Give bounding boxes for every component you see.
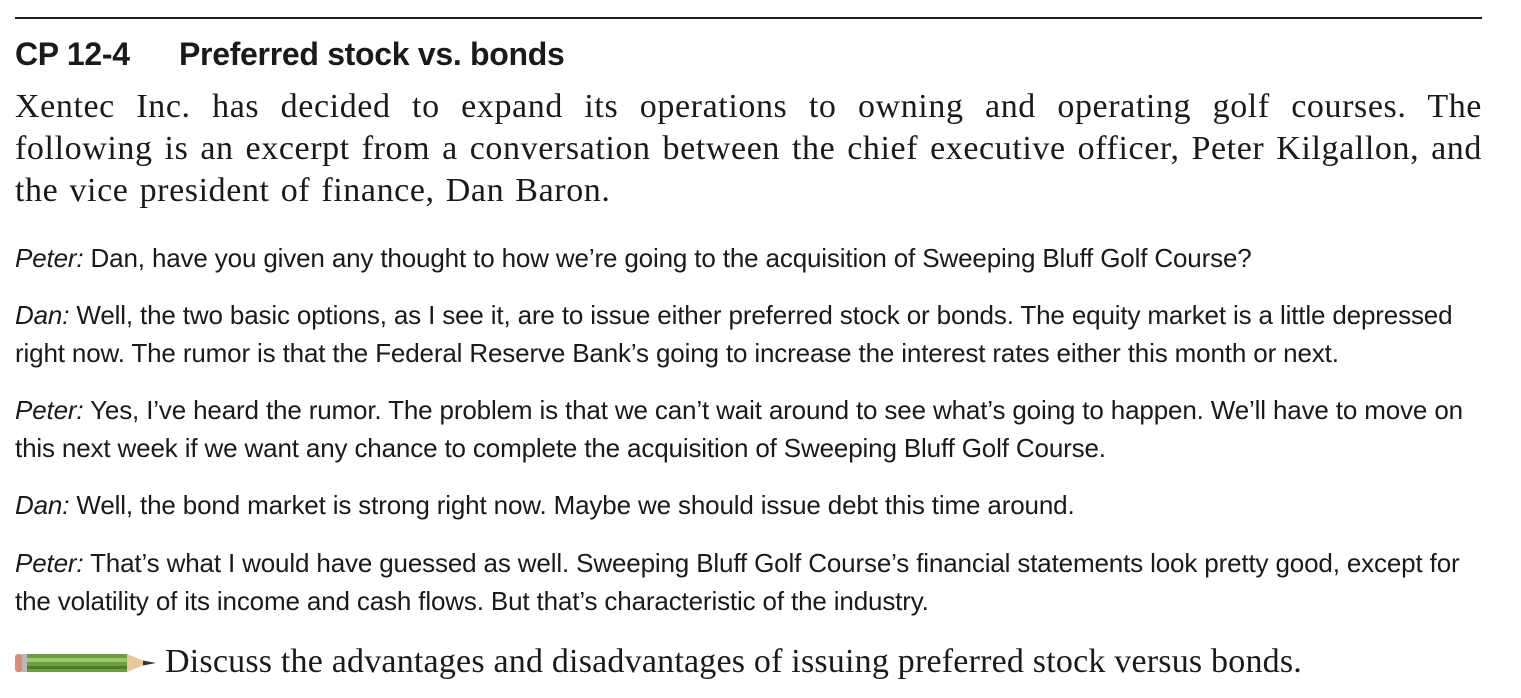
dialogue-line: [15, 486, 1482, 524]
dialogue-line: [15, 544, 1482, 620]
problem-heading: [15, 36, 565, 73]
speaker-name: Dan:: [15, 490, 70, 520]
dialogue-text: Well, the two basic options, as I see it, are to issue either preferred stock or bonds. The equity market is a little depressed right now. The rumor is that the Federal Reserve Bank’s going to increase the interest rates either this month or next.: [15, 300, 1453, 368]
problem-title: Preferred stock vs. bonds: [179, 36, 565, 72]
top-rule: [15, 17, 1482, 19]
task-prompt: [15, 640, 1482, 684]
dialogue-line: [15, 239, 1482, 277]
pencil-icon: [15, 652, 157, 674]
speaker-name: Peter:: [15, 548, 84, 578]
intro-paragraph: Xentec Inc. has decided to expand its operations to owning and operating golf courses. The following is an excerpt from a conversation between the chief executive officer, Peter Kilgallon, and the vice president of finance, Dan Baron.: [15, 88, 1482, 209]
dialogue-text: Dan, have you given any thought to how we’re going to the acquisition of Sweeping Bluff Golf Course?: [90, 243, 1252, 273]
dialogue-text: That’s what I would have guessed as well. Sweeping Bluff Golf Course’s financial statements look pretty good, except for the volatility of its income and cash flows. But that’s characteristic of the industry.: [15, 548, 1460, 616]
dialogue-line: [15, 296, 1482, 372]
dialogue-text: Well, the bond market is strong right now. Maybe we should issue debt this time around.: [76, 490, 1075, 520]
speaker-name: Peter:: [15, 395, 84, 425]
task-text: Discuss the advantages and disadvantages of issuing preferred stock versus bonds.: [165, 643, 1302, 680]
speaker-name: Dan:: [15, 300, 70, 330]
dialogue-text: Yes, I’ve heard the rumor. The problem is that we can’t wait around to see what’s going to happen. We’ll have to move on this next week if we want any chance to complete the acquisition of Sweeping Bluff Golf Course.: [15, 395, 1463, 463]
dialogue-line: [15, 391, 1482, 467]
problem-number: CP 12-4: [15, 36, 130, 72]
speaker-name: Peter:: [15, 243, 84, 273]
